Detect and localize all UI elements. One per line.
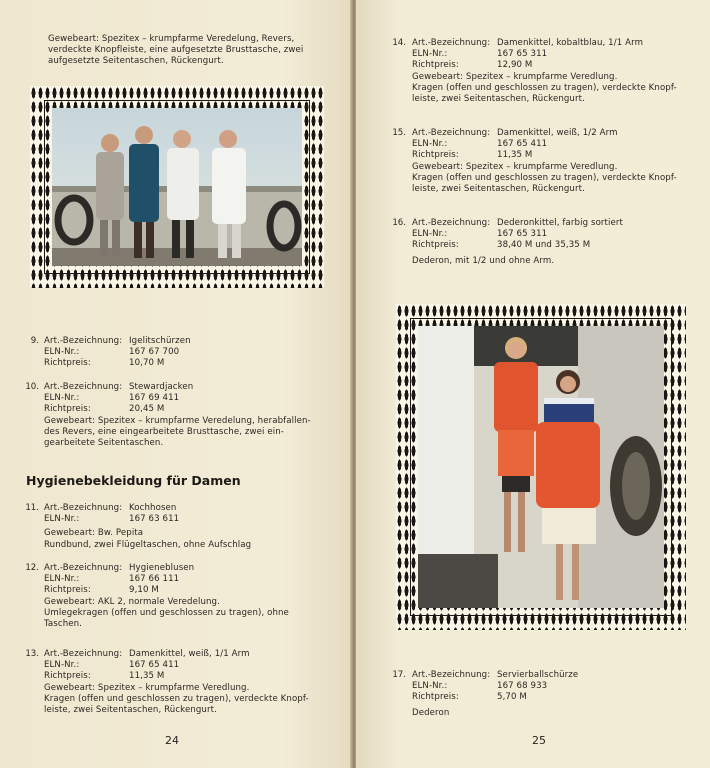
field-label: Art.-Bezeichnung: [44,336,123,346]
field-value: 12,90 M [497,60,533,71]
desc-line: Kragen (offen und geschlossen zu tragen), verdeckte Knopf- [412,82,677,93]
field-label: ELN-Nr.: [412,139,448,150]
field-value: 167 67 700 [129,347,180,358]
item-9 [44,336,191,370]
desc-line: Kragen (offen und geschlossen zu tragen), verdeckte Knopf- [412,172,677,183]
item-12 [44,563,289,630]
field-value: Servierballschürze [497,670,579,680]
field-label: ELN-Nr.: [44,514,80,525]
field-label: Art.-Bezeichnung: [412,218,491,228]
desc-line: gearbeitete Seitentaschen. [44,438,164,449]
item-number: 15. [392,128,406,138]
section-heading: Hygienebekleidung für Damen [26,473,241,488]
desc-line: Gewebeart: AKL 2, normale Veredelung. [44,596,220,607]
field-label: Richtpreis: [412,150,459,161]
field-value: Damenkittel, kobaltblau, 1/1 Arm [497,38,644,48]
field-label: Richtpreis: [44,404,91,415]
field-label: ELN-Nr.: [44,574,80,585]
desc-line: Gewebeart: Spezitex – krumpfarme Veredelung, herabfallen- [44,415,311,426]
item-13 [44,649,309,716]
field-value: 167 63 611 [129,514,180,525]
item-11 [44,503,251,551]
item-number: 13. [25,649,39,659]
desc-line: Gewebeart: Spezitex – krumpfarme Veredlung. [44,682,250,693]
field-value: Stewardjacken [129,382,194,392]
field-label: Art.-Bezeichnung: [412,670,491,680]
item-number: 11. [25,503,39,513]
photo-frame-women [396,304,686,630]
desc-line: Rundbund, zwei Flügeltaschen, ohne Aufschlag [44,539,252,550]
desc-line: Dederon, mit 1/2 und ohne Arm. [412,255,555,266]
field-value: 9,10 M [129,585,159,596]
field-value: 167 65 311 [497,49,548,60]
item-10 [44,382,311,449]
desc-line: Taschen. [44,619,83,630]
field-label: ELN-Nr.: [412,49,448,60]
field-label: Richtpreis: [412,60,459,71]
desc-line: leiste, zwei Seitentaschen, Rückengurt. [412,184,585,195]
field-value: Hygieneblusen [129,563,195,573]
desc-line: leiste, zwei Seitentaschen, Rückengurt. [44,705,217,716]
photo-women-in-smocks [418,326,664,608]
field-value: Kochhosen [129,503,177,513]
photo-frame-men [30,86,324,288]
field-value: 167 65 411 [497,139,548,150]
field-value: Igelitschürzen [129,336,191,346]
field-value: 167 68 933 [497,681,548,692]
desc-line: Gewebeart: Spezitex – krumpfarme Veredelung, Revers, [48,34,295,44]
field-label: Richtpreis: [412,240,459,251]
field-label: Art.-Bezeichnung: [412,128,491,138]
field-label: Art.-Bezeichnung: [412,38,491,48]
field-value: 167 65 411 [129,660,180,671]
field-value: Dederonkittel, farbig sortiert [497,218,624,228]
item-number: 10. [25,382,39,392]
field-value: Damenkittel, weiß, 1/1 Arm [129,649,250,659]
field-label: Richtpreis: [44,671,91,682]
field-value: Damenkittel, weiß, 1/2 Arm [497,128,618,138]
field-value: 10,70 M [129,358,165,369]
item-number: 16. [392,218,406,228]
field-label: Richtpreis: [44,585,91,596]
item-number: 14. [392,38,406,48]
page-number: 25 [532,734,546,747]
item-14 [412,38,677,105]
desc-line: Gewebeart: Spezitex – krumpfarme Veredlung. [412,161,618,172]
field-label: ELN-Nr.: [44,660,80,671]
desc-line: des Revers, eine eingearbeitete Brusttasche, zwei ein- [44,426,284,437]
item-number: 9. [30,336,39,346]
field-label: ELN-Nr.: [44,347,80,358]
field-label: Art.-Bezeichnung: [44,649,123,659]
field-value: 11,35 M [497,150,533,161]
field-value: 38,40 M und 35,35 M [497,240,591,251]
field-label: Art.-Bezeichnung: [44,382,123,392]
field-value: 167 69 411 [129,393,180,404]
field-label: ELN-Nr.: [412,681,448,692]
desc-line: aufgesetzte Seitentaschen, Rückengurt. [48,56,224,67]
desc-line: Umlegekragen (offen und geschlossen zu tragen), ohne [44,607,289,618]
item-number: 17. [392,670,406,680]
photo-men-in-work-clothes [52,108,302,266]
intro-description [48,34,303,68]
field-label: ELN-Nr.: [412,229,448,240]
field-label: ELN-Nr.: [44,393,80,404]
desc-line: Kragen (offen und geschlossen zu tragen), verdeckte Knopf- [44,693,309,704]
field-label: Richtpreis: [412,692,459,703]
field-value: 167 65 311 [497,229,548,240]
field-value: 5,70 M [497,692,527,703]
field-label: Richtpreis: [44,358,91,369]
desc-line: Gewebeart: Bw. Pepita [44,528,144,539]
field-value: 167 66 111 [129,574,180,585]
item-16 [412,218,623,267]
field-label: Art.-Bezeichnung: [44,563,123,573]
field-label: Art.-Bezeichnung: [44,503,123,513]
item-number: 12. [25,563,39,573]
desc-line: leiste, zwei Seitentaschen, Rückengurt. [412,94,585,105]
right-page [356,0,710,768]
desc-line: verdeckte Knopfleiste, eine aufgesetzte Brusttasche, zwei [48,45,304,56]
item-17 [412,670,578,719]
desc-line: Dederon [412,707,450,718]
field-value: 11,35 M [129,671,165,682]
page-number: 24 [165,734,179,747]
desc-line: Gewebeart: Spezitex – krumpfarme Veredlung. [412,71,618,82]
left-page [0,0,352,768]
field-value: 20,45 M [129,404,165,415]
item-15 [412,128,677,195]
